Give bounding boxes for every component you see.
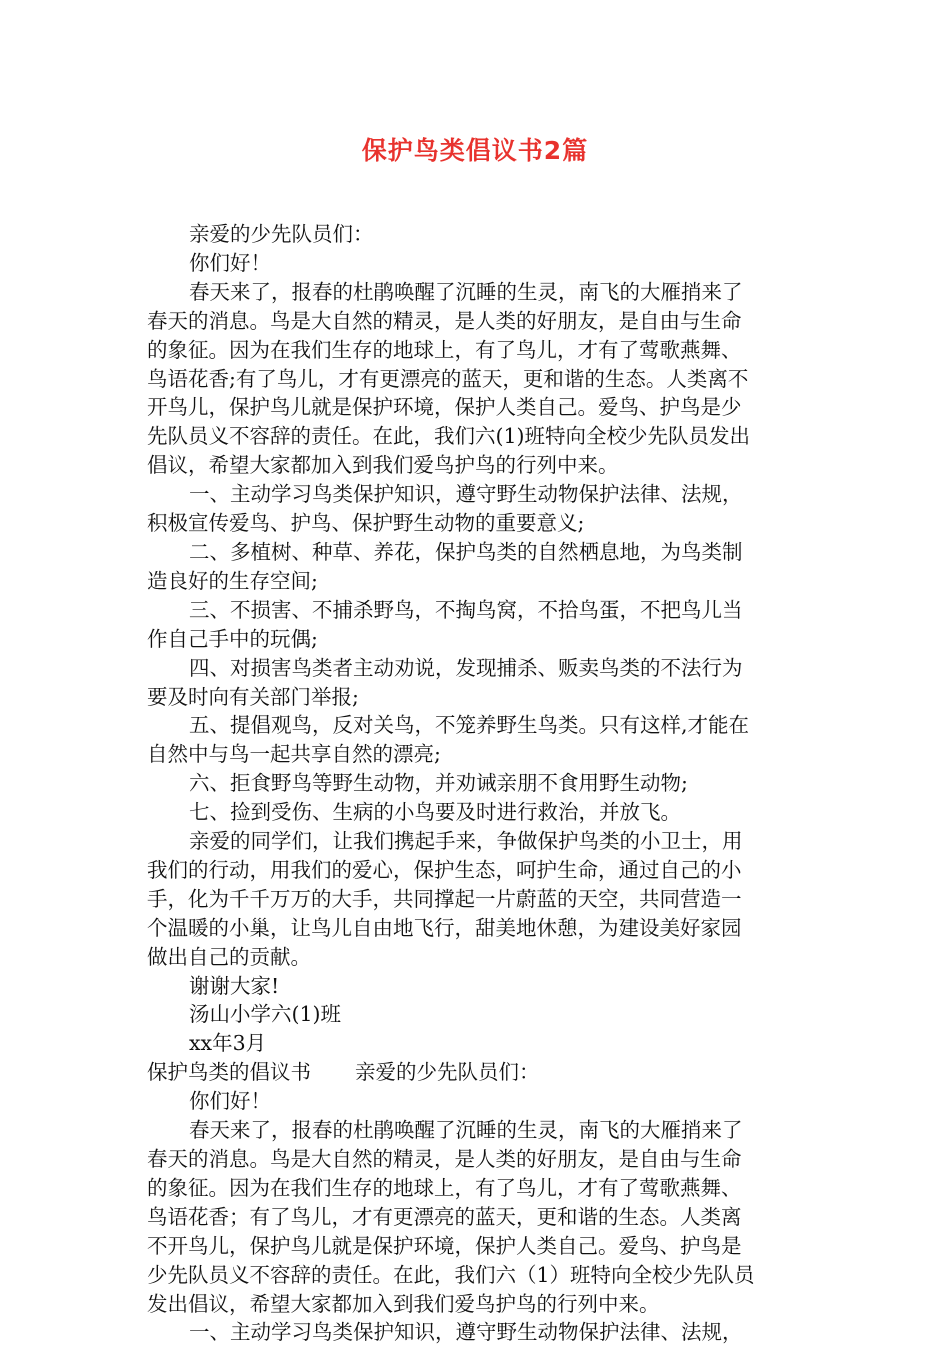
list-item-line: 六、拒食野鸟等野生动物，并劝诫亲朋不食用野生动物; (189, 771, 688, 796)
list-item-line: 四、对损害鸟类者主动劝说，发现捕杀、贩卖鸟类的不法行为 (189, 655, 743, 680)
list-item-line: 作自己手中的玩偶; (147, 626, 318, 651)
paragraph-line: 亲爱的同学们，让我们携起手来，争做保护鸟类的小卫士，用 (189, 829, 743, 854)
paragraph-line: 发出倡议，希望大家都加入到我们爱鸟护鸟的行列中来。 (147, 1291, 660, 1316)
paragraph-line: 春天的消息。鸟是大自然的精灵，是人类的好朋友，是自由与生命 (147, 1147, 742, 1171)
list-item-line: 造良好的生存空间; (147, 568, 318, 593)
list-item-line: 五、提倡观鸟，反对关鸟，不笼养野生鸟类。只有这样,才能在 (189, 713, 750, 738)
paragraph-line: 手，化为千千万万的大手，共同撑起一片蔚蓝的天空，共同营造一 (147, 886, 742, 911)
section2-heading-row (147, 1058, 807, 1087)
list-item-line: 七、捡到受伤、生病的小鸟要及时进行救治，并放飞。 (189, 800, 681, 825)
list-item-line: 一、主动学习鸟类保护知识，遵守野生动物保护法律、法规， (189, 1320, 743, 1345)
paragraph-line: 春天来了，报春的杜鹃唤醒了沉睡的生灵，南飞的大雁捎来了 (189, 279, 743, 304)
paragraph-line: 倡议，希望大家都加入到我们爱鸟护鸟的行列中来。 (147, 453, 619, 478)
paragraph-line: 先队员义不容辞的责任。在此，我们六(1)班特向全校少先队员发出 (147, 424, 751, 449)
salutation: 亲爱的少先队员们： (355, 1060, 540, 1085)
paragraph-line: 开鸟儿，保护鸟儿就是保护环境，保护人类自己。爱鸟、护鸟是少 (147, 395, 742, 420)
paragraph-line: 的象征。因为在我们生存的地球上，有了鸟儿，才有了莺歌燕舞、 (147, 337, 742, 362)
document-title: 保护鸟类倡议书2篇 (361, 136, 589, 165)
list-item-line: 自然中与鸟一起共享自然的漂亮; (147, 742, 441, 767)
date: xx年3月 (189, 1031, 267, 1056)
paragraph-line: 我们的行动，用我们的爱心，保护生态，呵护生命，通过自己的小 (147, 857, 742, 882)
paragraph-line: 春天来了，报春的杜鹃唤醒了沉睡的生灵，南飞的大雁捎来了 (189, 1118, 743, 1143)
paragraph-line: 的象征。因为在我们生存的地球上，有了鸟儿，才有了莺歌燕舞、 (147, 1175, 742, 1200)
paragraph-line: 鸟语花香；有了鸟儿，才有更漂亮的蓝天，更和谐的生态。人类离 (147, 1204, 742, 1229)
salutation: 亲爱的少先队员们： (189, 222, 374, 246)
list-item-line: 一、主动学习鸟类保护知识，遵守野生动物保护法律、法规， (189, 482, 743, 507)
paragraph-line: 少先队员义不容辞的责任。在此，我们六（1）班特向全校少先队员 (147, 1262, 755, 1287)
greeting: 你们好！ (189, 1089, 271, 1114)
greeting: 你们好！ (189, 250, 271, 275)
document-body (147, 220, 807, 1347)
list-item-line: 积极宣传爱鸟、护鸟、保护野生动物的重要意义; (147, 511, 585, 536)
paragraph-line: 个温暖的小巢，让鸟儿自由地飞行，甜美地休憩，为建设美好家园 (147, 915, 742, 940)
list-item-line: 要及时向有关部门举报; (147, 684, 359, 709)
list-item-line: 二、多植树、种草、养花，保护鸟类的自然栖息地，为鸟类制 (189, 539, 743, 564)
paragraph-line: 鸟语花香;有了鸟儿，才有更漂亮的蓝天，更和谐的生态。人类离不 (147, 366, 749, 391)
signature: 汤山小学六(1)班 (189, 1002, 342, 1027)
paragraph-line: 不开鸟儿，保护鸟儿就是保护环境，保护人类自己。爱鸟、护鸟是 (147, 1233, 742, 1258)
thanks-line: 谢谢大家! (189, 973, 280, 998)
paragraph-line: 春天的消息。鸟是大自然的精灵，是人类的好朋友，是自由与生命 (147, 308, 742, 333)
paragraph-line: 做出自己的贡献。 (147, 944, 311, 969)
list-item-line: 三、不损害、不捕杀野鸟，不掏鸟窝，不拾鸟蛋，不把鸟儿当 (189, 597, 743, 622)
section2-heading: 保护鸟类的倡议书 (147, 1060, 311, 1085)
